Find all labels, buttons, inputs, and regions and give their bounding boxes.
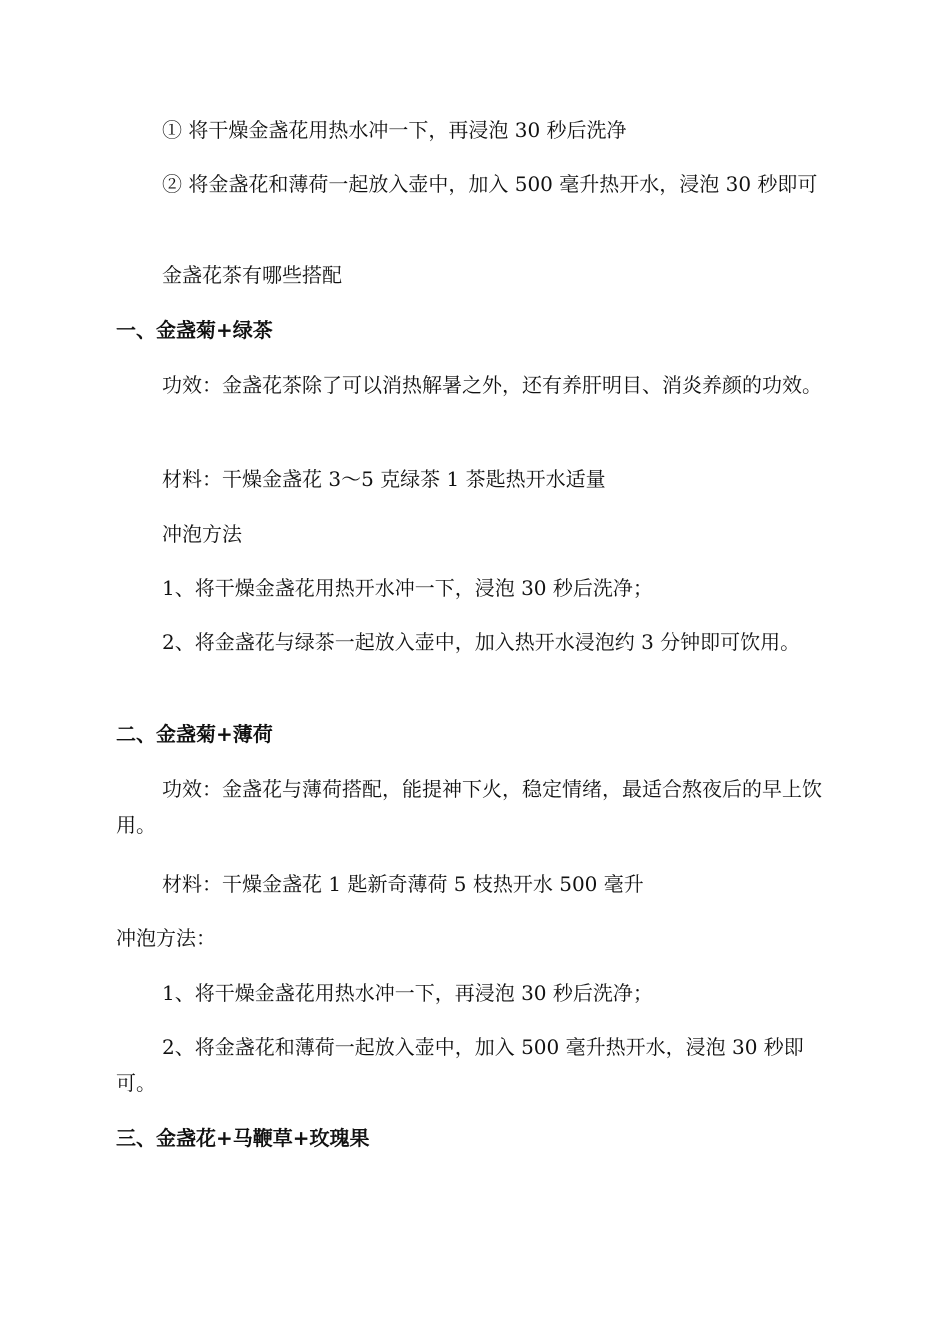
step-2-paragraph: ② 将金盏花和薄荷一起放入壶中，加入 500 毫升热开水，浸泡 30 秒即可 bbox=[162, 172, 818, 196]
materials-paragraph-2: 材料：干燥金盏花 1 匙新奇薄荷 5 枝热开水 500 毫升 bbox=[162, 872, 644, 896]
effect-paragraph-2: 功效：金盏花与薄荷搭配，能提神下火，稳定情绪，最适合熬夜后的早上饮用。 bbox=[116, 777, 822, 837]
pairings-intro: 金盏花茶有哪些搭配 bbox=[162, 263, 342, 287]
effect-paragraph-1: 功效：金盏花茶除了可以消热解暑之外，还有养肝明目、消炎养颜的功效。 bbox=[162, 373, 822, 397]
method-step-2-1: 1、将干燥金盏花用热水冲一下，再浸泡 30 秒后洗净； bbox=[162, 981, 653, 1005]
section-heading-1: 一、金盏菊+绿茶 bbox=[116, 318, 273, 342]
section-heading-3: 三、金盏花+马鞭草+玫瑰果 bbox=[116, 1126, 370, 1150]
method-label-1: 冲泡方法 bbox=[162, 522, 242, 546]
step-1-paragraph: ① 将干燥金盏花用热水冲一下，再浸泡 30 秒后洗净 bbox=[162, 118, 627, 142]
method-step-1-1: 1、将干燥金盏花用热开水冲一下，浸泡 30 秒后洗净； bbox=[162, 576, 653, 600]
method-step-1-2: 2、将金盏花与绿茶一起放入壶中，加入热开水浸泡约 3 分钟即可饮用。 bbox=[162, 630, 801, 654]
section-heading-2: 二、金盏菊+薄荷 bbox=[116, 722, 273, 746]
materials-paragraph-1: 材料：干燥金盏花 3～5 克绿茶 1 茶匙热开水适量 bbox=[162, 467, 606, 491]
method-step-2-2: 2、将金盏花和薄荷一起放入壶中，加入 500 毫升热开水，浸泡 30 秒即可。 bbox=[116, 1035, 804, 1095]
method-label-2: 冲泡方法： bbox=[116, 926, 216, 950]
